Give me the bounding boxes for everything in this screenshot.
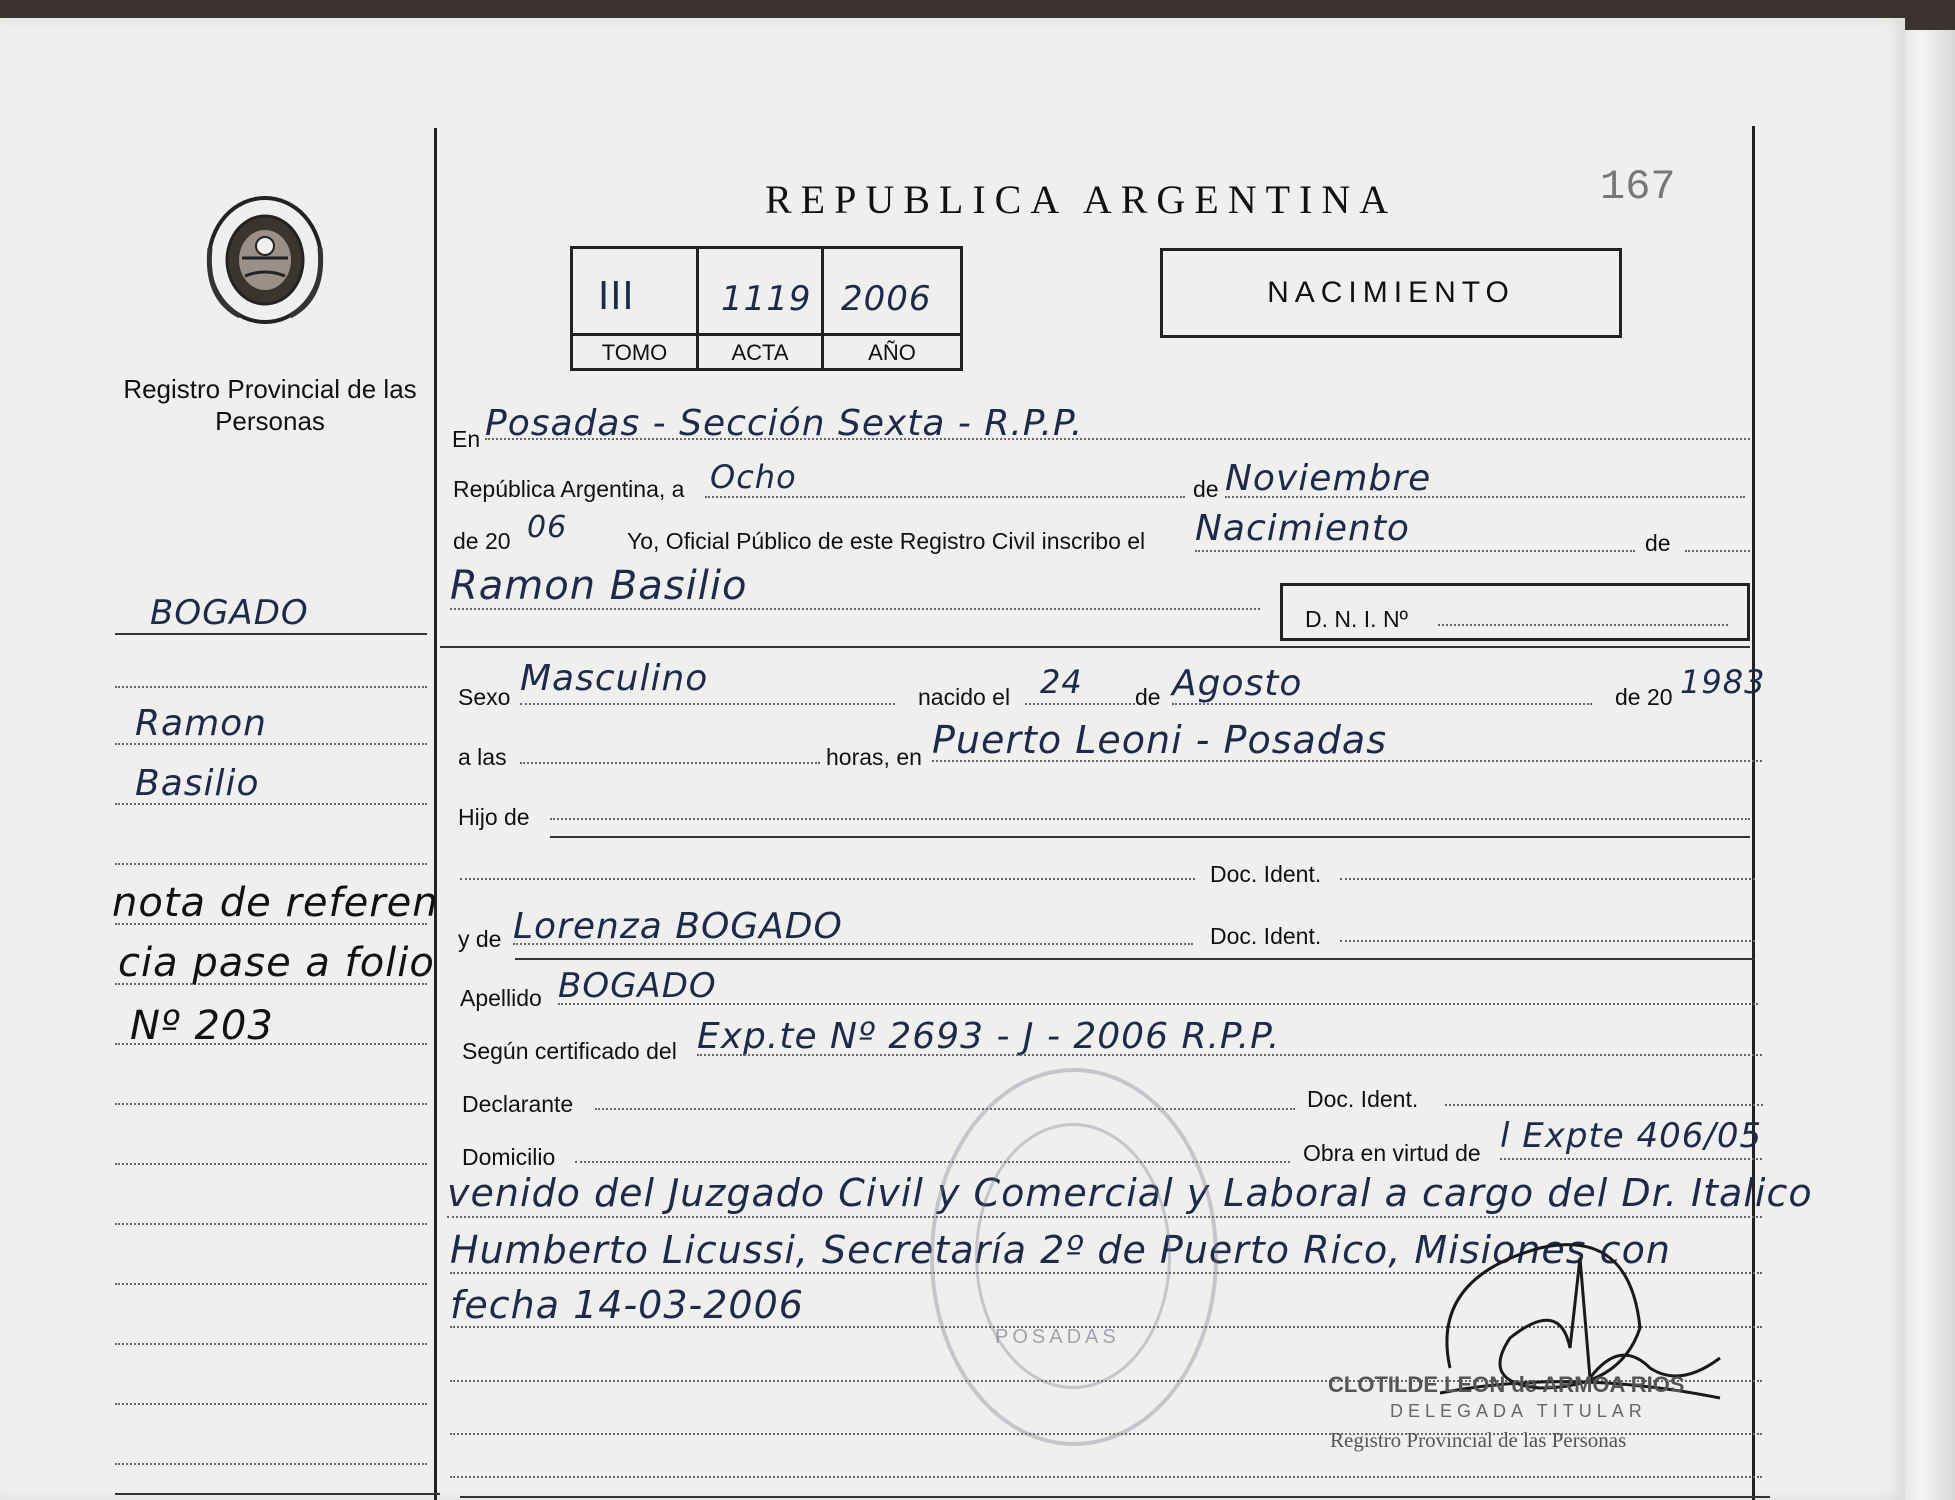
form-line — [520, 703, 895, 706]
form-line — [932, 760, 1762, 763]
page-number: 167 — [1600, 163, 1676, 211]
dni-line — [1438, 624, 1728, 627]
right-border — [1752, 126, 1755, 1500]
segun-label: Según certificado del — [462, 1038, 677, 1064]
record-type-label: NACIMIENTO — [1267, 276, 1515, 309]
republica-label: República Argentina, a — [453, 476, 685, 502]
margin-line — [115, 1463, 427, 1466]
margin-line — [115, 1223, 427, 1226]
signatory-role: DELEGADA TITULAR — [1390, 1401, 1647, 1421]
mother-value: Lorenza BOGADO — [513, 906, 843, 947]
record-box — [570, 246, 963, 371]
form-line — [1500, 1158, 1762, 1161]
birth-year-value: 1983 — [1680, 663, 1766, 701]
margin-line — [115, 1103, 427, 1106]
signatory-name: CLOTILDE LEON de ARMOA RIOS — [1328, 1372, 1685, 1397]
form-rule — [440, 646, 1750, 648]
margin-note-line3: Nº 203 — [130, 1003, 274, 1049]
form-line — [558, 1003, 1758, 1006]
registry-name: Registro Provincial de las Personas — [123, 374, 417, 436]
anio-label: AÑO — [868, 340, 916, 365]
margin-line — [115, 863, 427, 866]
note-line-3: fecha 14-03-2006 — [450, 1283, 804, 1327]
birth-day-value: 24 — [1040, 663, 1083, 701]
birthplace-value: Puerto Leoni - Posadas — [932, 718, 1387, 762]
province-seal-icon — [200, 188, 330, 328]
inscribe-value: Nacimiento — [1195, 508, 1410, 549]
horas-label: horas, en — [826, 744, 922, 770]
margin-rule — [115, 633, 427, 635]
doc-ident-label: Doc. Ident. — [1210, 861, 1322, 887]
note-line-2: Humberto Licussi, Secretaría 2º de Puerto Rico, Misiones con — [450, 1228, 1671, 1272]
de20-label: de 20 — [1615, 684, 1673, 710]
month-value: Noviembre — [1225, 458, 1432, 499]
en-label: En — [452, 426, 481, 452]
form-line — [705, 496, 1185, 499]
margin-surname: BOGADO — [150, 593, 309, 633]
form-line — [595, 1108, 1295, 1111]
segun-value: Exp.te Nº 2693 - J - 2006 R.P.P. — [697, 1016, 1281, 1057]
form-line — [520, 762, 820, 765]
form-line — [450, 1476, 1762, 1479]
form-rule — [460, 1496, 1770, 1498]
margin-rule — [115, 1493, 440, 1495]
form-rule — [515, 958, 1755, 960]
form-line — [550, 818, 1750, 821]
note-line-1: venido del Juzgado Civil y Comercial y Laboral a cargo del Dr. Italico — [447, 1171, 1813, 1215]
declarante-label: Declarante — [462, 1091, 574, 1117]
doc-ident-label-2: Doc. Ident. — [1210, 923, 1322, 949]
form-line — [1340, 940, 1755, 943]
domicilio-label: Domicilio — [462, 1144, 556, 1170]
year-value: 06 — [527, 510, 568, 545]
de-label-3: de — [1135, 684, 1161, 710]
oficial-label: Yo, Oficial Público de este Registro Civil inscribo el — [627, 528, 1146, 554]
page-title: REPUBLICA ARGENTINA — [765, 177, 1398, 222]
official-stamp-inner — [975, 1123, 1171, 1389]
obra-value: l Expte 406/05 — [1500, 1116, 1763, 1156]
birth-month-value: Agosto — [1172, 663, 1303, 704]
form-line — [1685, 550, 1750, 553]
form-line — [697, 1054, 1762, 1057]
margin-line — [115, 1163, 427, 1166]
margin-divider — [434, 128, 437, 1500]
sexo-label: Sexo — [458, 684, 511, 710]
form-line — [1445, 1104, 1763, 1107]
margin-line — [115, 1343, 427, 1346]
form-line — [513, 943, 1193, 946]
record-type-box — [1160, 248, 1622, 338]
en-value: Posadas - Sección Sexta - R.P.P. — [485, 403, 1084, 444]
dni-box — [1280, 583, 1750, 641]
year-prefix-label: de 20 — [453, 528, 511, 554]
margin-note-line2: cia pase a folio — [118, 940, 435, 986]
obra-label: Obra en virtud de — [1303, 1140, 1481, 1166]
person-value: Ramon Basilio — [450, 563, 748, 609]
signatory-registry: Registro Provincial de las Personas — [1330, 1428, 1627, 1452]
hijo-label: Hijo de — [458, 804, 530, 830]
tomo-label: TOMO — [601, 340, 668, 365]
margin-line — [115, 1283, 427, 1286]
margin-line — [115, 1403, 427, 1406]
page-edge — [1900, 30, 1955, 1500]
tomo-value: III — [598, 274, 635, 318]
form-line — [450, 608, 1260, 611]
acta-value: 1119 — [721, 279, 812, 319]
dni-label: D. N. I. Nº — [1305, 606, 1408, 632]
margin-line — [115, 686, 427, 689]
acta-label: ACTA — [731, 340, 789, 365]
register-page — [0, 18, 1905, 1500]
apellido-label: Apellido — [460, 985, 542, 1011]
de-label: de — [1193, 476, 1219, 502]
form-rule — [550, 836, 1750, 838]
form-line — [1195, 550, 1635, 553]
de-label-2: de — [1645, 530, 1671, 556]
margin-note-line1: nota de referen — [112, 880, 439, 926]
doc-ident-label-3: Doc. Ident. — [1307, 1086, 1419, 1112]
alas-label: a las — [458, 744, 507, 770]
form-line — [460, 878, 1195, 881]
margin-name1: Ramon — [135, 703, 267, 744]
form-line — [1172, 703, 1592, 706]
form-line — [1025, 703, 1135, 706]
yde-label: y de — [458, 926, 502, 952]
day-value: Ocho — [710, 458, 797, 496]
stamp-text: POSADAS — [995, 1326, 1120, 1348]
apellido-value: BOGADO — [558, 966, 717, 1006]
anio-value: 2006 — [841, 279, 932, 319]
form-line — [1225, 496, 1745, 499]
form-line — [485, 438, 1750, 441]
nacido-label: nacido el — [918, 684, 1011, 710]
sexo-value: Masculino — [520, 658, 709, 699]
margin-name2: Basilio — [135, 763, 260, 804]
form-line — [1340, 878, 1755, 881]
